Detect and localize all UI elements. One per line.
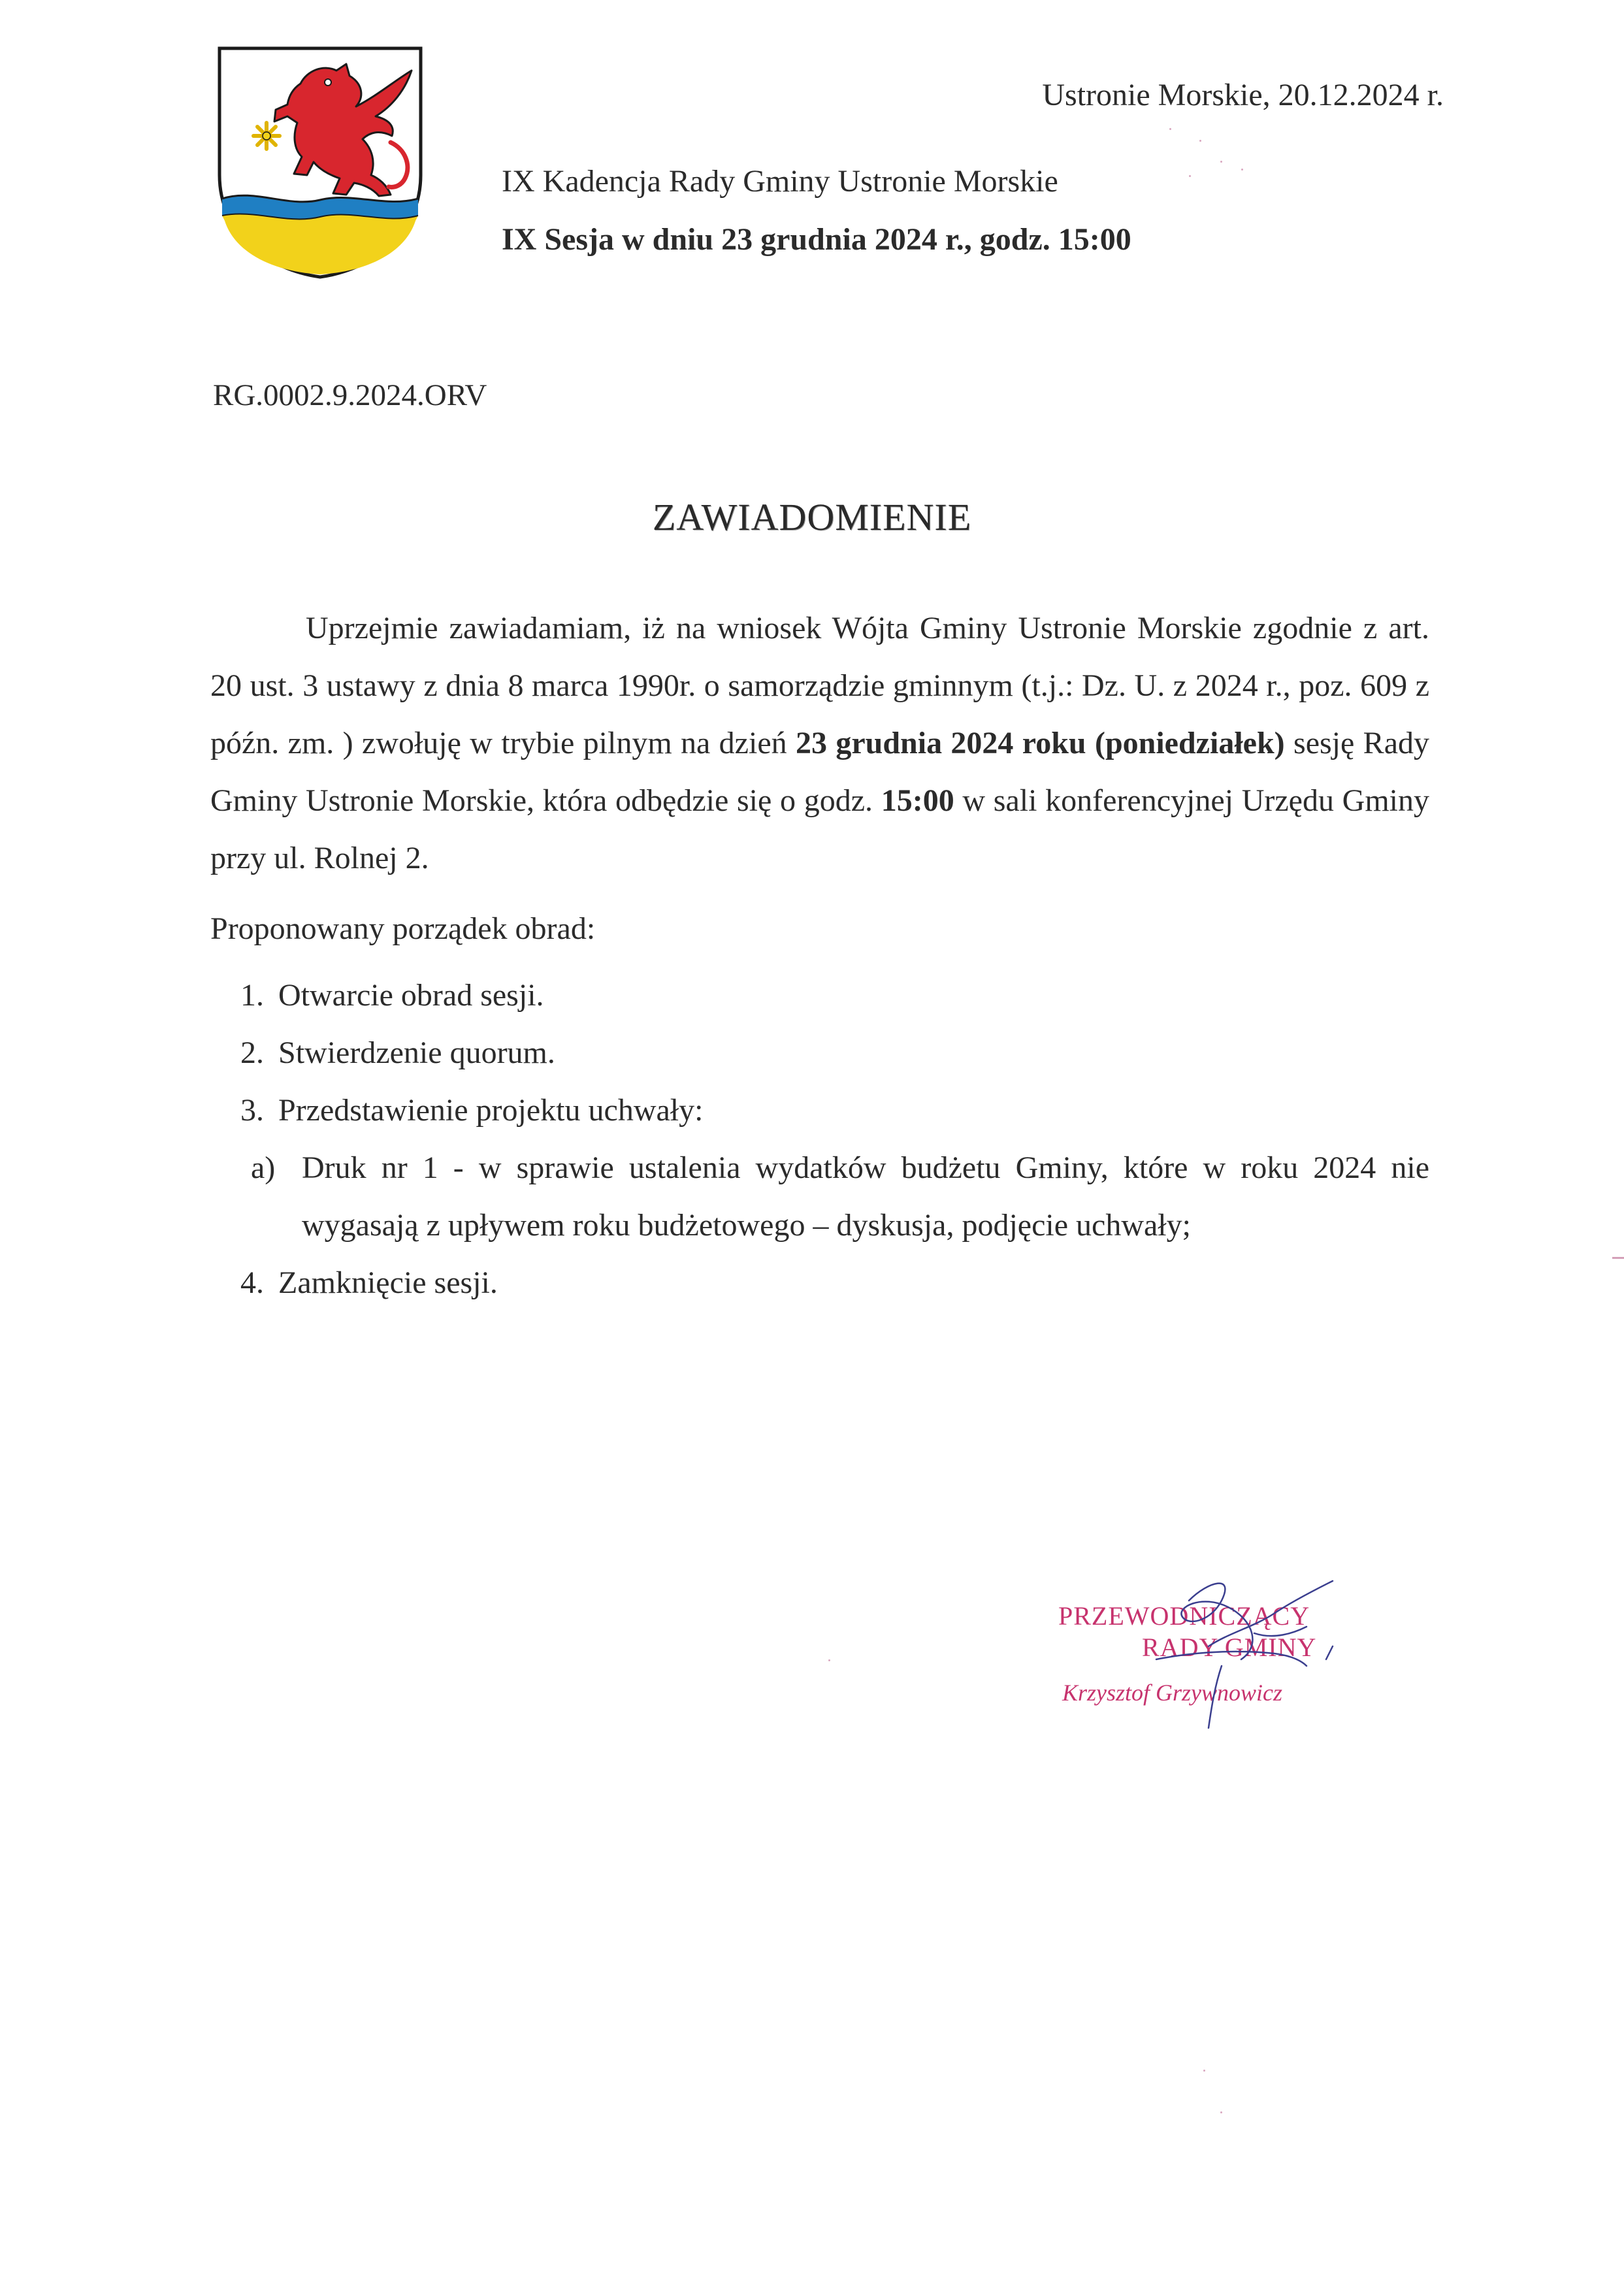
scan-speck	[1169, 128, 1171, 130]
edge-mark	[1612, 1257, 1624, 1259]
body-text-part3: w sali konferencyjnej Urzędu Gminy przy ul. Rolnej 2.	[210, 783, 1429, 875]
agenda-item-text: Zamknięcie sesji.	[278, 1265, 498, 1300]
session-time-bold: 15:00	[881, 783, 954, 818]
session-info: IX Sesja w dniu 23 grudnia 2024 r., godz. 15:00	[502, 222, 1131, 257]
agenda-item-text: Przedstawienie projektu uchwały:	[278, 1093, 704, 1128]
agenda-item-number: 2.	[240, 1035, 264, 1070]
place-date: Ustronie Morskie, 20.12.2024 r.	[1042, 78, 1444, 112]
agenda-sub-item	[210, 1139, 1429, 1254]
griffin-coat-of-arms-icon	[216, 44, 425, 281]
agenda-list	[210, 967, 1429, 1312]
body-text-part2: sesję Rady Gminy Ustronie Morskie, która odbędzie się o godz.	[210, 726, 1429, 818]
session-date-bold: 23 grudnia 2024 roku (poniedziałek)	[795, 726, 1285, 760]
agenda-item-number: 1.	[240, 978, 264, 1013]
agenda-item-number: 3.	[240, 1093, 264, 1128]
stamp-title: PRZEWODNICZĄCY	[1058, 1601, 1310, 1631]
scan-speck	[1241, 169, 1243, 171]
scan-speck	[1199, 140, 1201, 142]
handwritten-signature	[1058, 1555, 1359, 1751]
stamp-name: Krzysztof Grzywnowicz	[1062, 1680, 1283, 1706]
document-title: ZAWIADOMIENIE	[652, 496, 972, 538]
scan-speck	[1203, 2070, 1205, 2072]
agenda-item	[210, 1254, 1429, 1312]
stamp-council: RADY GMINY	[1142, 1633, 1317, 1662]
reference-number: RG.0002.9.2024.ORV	[213, 378, 487, 412]
council-header	[502, 163, 1131, 257]
agenda-item-text: Stwierdzenie quorum.	[278, 1035, 555, 1070]
agenda-item-number: 4.	[240, 1265, 264, 1300]
agenda-sub-item-letter: a)	[251, 1150, 276, 1185]
agenda-intro: Proponowany porządek obrad:	[210, 911, 596, 946]
agenda-item	[210, 1024, 1429, 1082]
council-term: IX Kadencja Rady Gminy Ustronie Morskie	[502, 164, 1058, 199]
body-text-part1: Uprzejmie zawiadamiam, iż na wniosek Wójta Gminy Ustronie Morskie zgodnie z art. 20 ust. 3 ustawy z dnia 8 marca 1990r. o samorządzie gminnym (t.j.: Dz. U. z 2024 r., poz. 609 z późn. zm. ) zwołuję w trybie pilnym na dzień	[210, 611, 1429, 760]
body-paragraph	[210, 600, 1429, 887]
agenda-sub-item-text: Druk nr 1 - w sprawie ustalenia wydatków budżetu Gminy, które w roku 2024 nie wygasają z upływem roku budżetowego – dyskusja, podjęcie uchwały;	[302, 1150, 1429, 1243]
scan-speck	[1220, 2111, 1222, 2113]
agenda-item	[210, 967, 1429, 1024]
agenda-item	[210, 1082, 1429, 1139]
agenda-item-text: Otwarcie obrad sesji.	[278, 978, 544, 1013]
scan-speck	[1220, 161, 1222, 163]
scan-speck	[1189, 175, 1191, 177]
scan-speck	[828, 1659, 830, 1661]
